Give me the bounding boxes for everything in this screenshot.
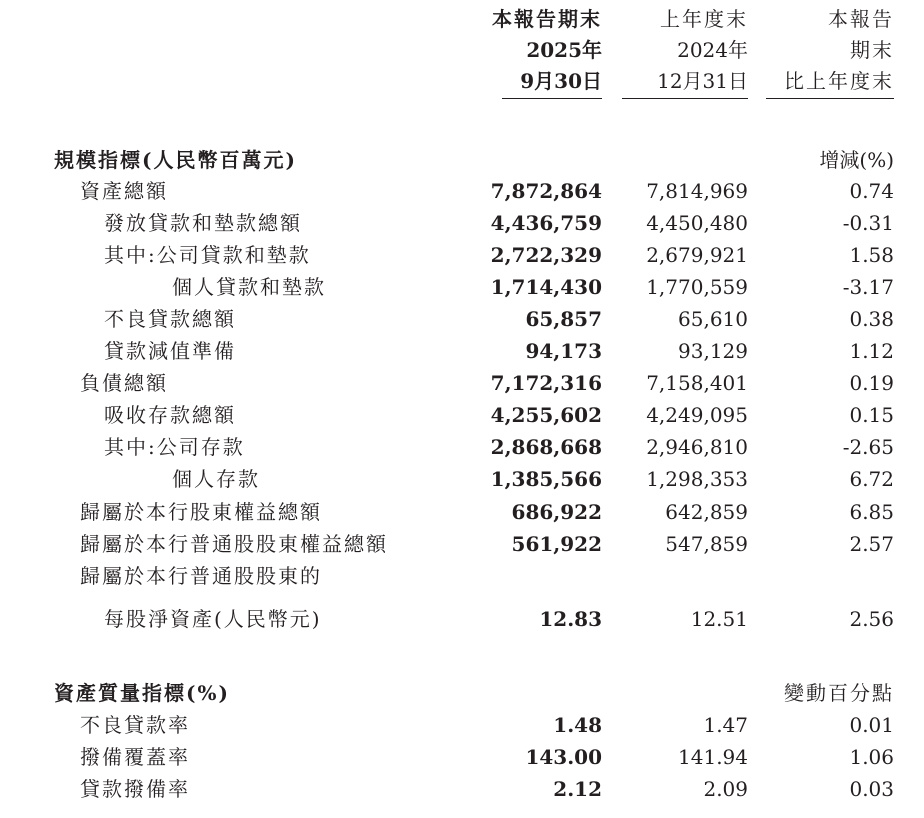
row-prior-value: 65,610 (678, 307, 748, 331)
scale-section-title: 規模指標(人民幣百萬元) (54, 148, 297, 172)
row-change-value: 1.58 (849, 243, 894, 267)
row-current-value: 1.48 (553, 713, 602, 737)
header-prior-line2: 2024年 (677, 38, 748, 62)
row-current-value: 12.83 (539, 607, 602, 631)
row-current-value: 1,385,566 (490, 467, 602, 491)
header-change-line2: 期末 (850, 38, 894, 62)
row-current-value: 686,922 (511, 500, 602, 524)
header-change-line3: 比上年度末 (784, 69, 894, 93)
row-label: 不良貸款總額 (104, 307, 236, 331)
row-label: 貸款撥備率 (80, 777, 190, 801)
row-prior-value: 2.09 (703, 777, 748, 801)
header-prior-line1: 上年度末 (660, 7, 748, 31)
header-current-line1: 本報告期末 (492, 7, 602, 31)
row-current-value: 1,714,430 (490, 275, 602, 299)
row-prior-value: 7,814,969 (646, 179, 748, 203)
row-current-value: 4,436,759 (490, 211, 602, 235)
header-current-line3: 9月30日 (520, 69, 602, 93)
row-prior-value: 141.94 (678, 745, 748, 769)
row-prior-value: 1.47 (703, 713, 748, 737)
header-change-line1: 本報告 (828, 7, 894, 31)
row-change-value: 2.57 (849, 532, 894, 556)
quality-section-title: 資產質量指標(%) (54, 681, 230, 705)
row-prior-value: 12.51 (690, 607, 748, 631)
row-change-value: 0.03 (849, 777, 894, 801)
row-prior-value: 2,946,810 (646, 435, 748, 459)
row-change-value: 1.06 (849, 745, 894, 769)
row-current-value: 7,172,316 (490, 371, 602, 395)
row-prior-value: 4,450,480 (646, 211, 748, 235)
row-label: 每股淨資產(人民幣元) (104, 607, 322, 631)
row-label: 貸款減值準備 (104, 339, 236, 363)
row-label: 個人貸款和墊款 (172, 275, 326, 299)
row-label: 撥備覆蓋率 (80, 745, 190, 769)
row-label: 歸屬於本行普通股股東的 (80, 564, 322, 588)
row-current-value: 143.00 (525, 745, 602, 769)
row-current-value: 2,722,329 (490, 243, 602, 267)
row-change-value: 0.38 (849, 307, 894, 331)
row-current-value: 65,857 (525, 307, 602, 331)
row-change-value: 0.74 (849, 179, 894, 203)
row-prior-value: 4,249,095 (646, 403, 748, 427)
row-change-value: 0.01 (849, 713, 894, 737)
row-change-value: 6.72 (849, 467, 894, 491)
row-label: 歸屬於本行股東權益總額 (80, 500, 322, 524)
row-label: 吸收存款總額 (104, 403, 236, 427)
row-change-value: 1.12 (849, 339, 894, 363)
row-label: 其中:公司存款 (104, 435, 245, 459)
row-prior-value: 2,679,921 (646, 243, 748, 267)
header-change-underline (766, 98, 894, 99)
row-change-value: -0.31 (842, 211, 894, 235)
scale-change-label: 增減(%) (819, 148, 894, 172)
row-label: 其中:公司貸款和墊款 (104, 243, 311, 267)
row-change-value: -2.65 (842, 435, 894, 459)
row-label: 歸屬於本行普通股股東權益總額 (80, 532, 388, 556)
header-prior-underline (622, 98, 748, 99)
row-change-value: 6.85 (849, 500, 894, 524)
row-current-value: 94,173 (525, 339, 602, 363)
row-current-value: 2.12 (553, 777, 602, 801)
row-prior-value: 547,859 (665, 532, 748, 556)
row-prior-value: 1,298,353 (646, 467, 748, 491)
row-change-value: 2.56 (849, 607, 894, 631)
row-label: 不良貸款率 (80, 713, 190, 737)
row-current-value: 561,922 (511, 532, 602, 556)
header-current-line2: 2025年 (526, 38, 602, 62)
row-label: 資產總額 (80, 179, 168, 203)
row-current-value: 7,872,864 (490, 179, 602, 203)
row-prior-value: 1,770,559 (646, 275, 748, 299)
row-change-value: 0.15 (849, 403, 894, 427)
row-label: 發放貸款和墊款總額 (104, 211, 302, 235)
row-current-value: 2,868,668 (490, 435, 602, 459)
row-prior-value: 642,859 (665, 500, 748, 524)
row-prior-value: 7,158,401 (646, 371, 748, 395)
header-prior-line3: 12月31日 (657, 69, 748, 93)
header-current-underline (502, 98, 602, 99)
quality-change-label: 變動百分點 (784, 681, 894, 705)
row-change-value: -3.17 (842, 275, 894, 299)
row-change-value: 0.19 (849, 371, 894, 395)
row-prior-value: 93,129 (678, 339, 748, 363)
row-label: 個人存款 (172, 467, 260, 491)
row-label: 負債總額 (80, 371, 168, 395)
row-current-value: 4,255,602 (490, 403, 602, 427)
